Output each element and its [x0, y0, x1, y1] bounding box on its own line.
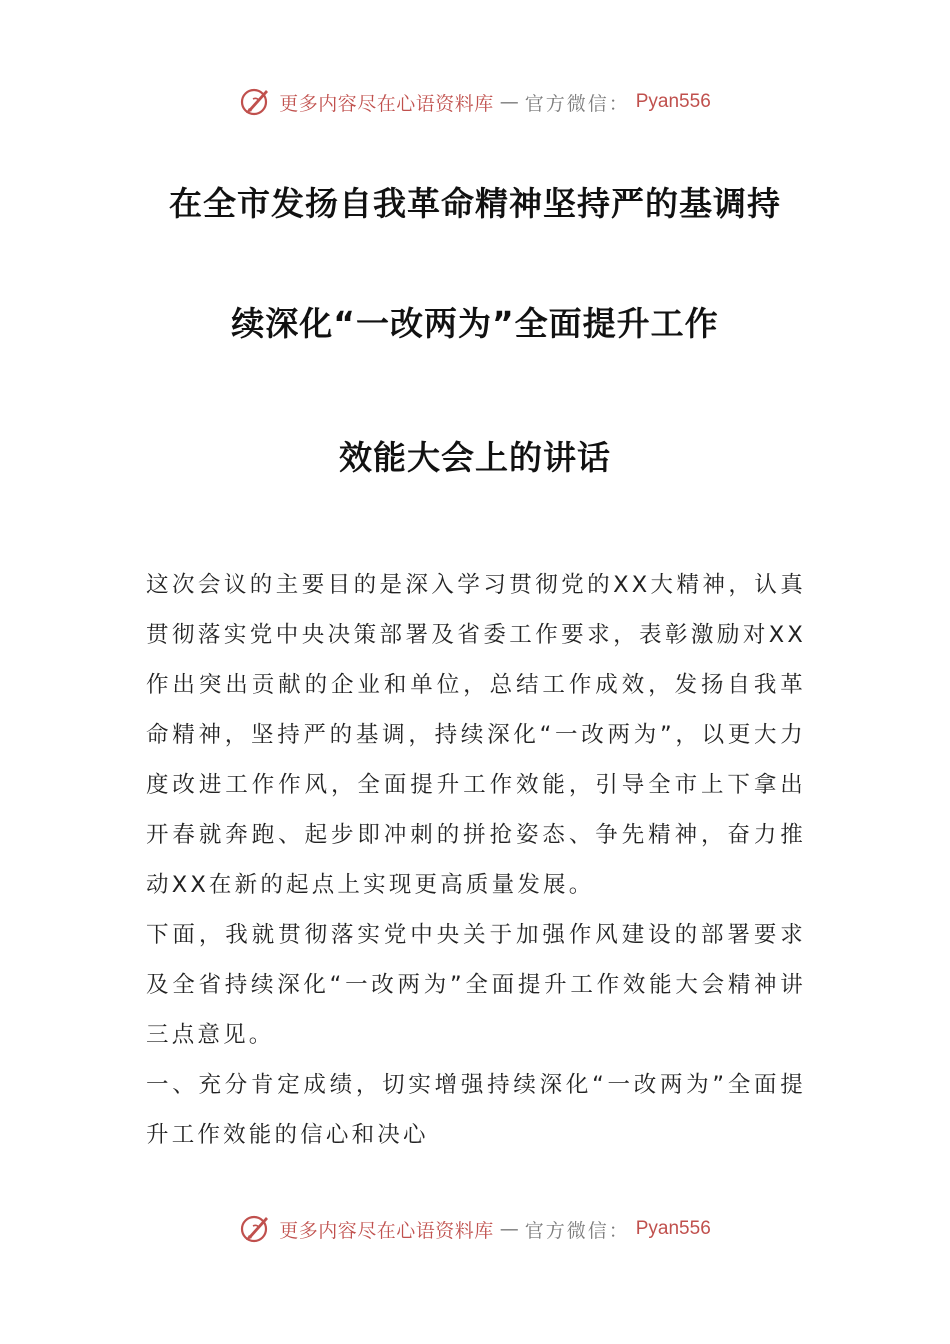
- document-title-line-3: 效能大会上的讲话: [339, 438, 611, 477]
- watermark-header: [0, 82, 950, 122]
- quill-logo-icon: [239, 1212, 273, 1246]
- document-title-line-2: 续深化“一改两为”全面提升工作: [231, 304, 719, 343]
- watermark-wechat-id: Pyan556: [635, 91, 711, 112]
- watermark-wechat-id: Pyan556: [635, 1218, 711, 1239]
- watermark-dash: —: [499, 91, 519, 113]
- document-body: [146, 560, 806, 1160]
- watermark-footer: [0, 1209, 950, 1249]
- document-title-line-1: 在全市发扬自我革命精神坚持严的基调持: [169, 184, 781, 223]
- watermark-wechat-label: 官方微信：: [524, 1219, 630, 1242]
- watermark-dash: —: [499, 1218, 519, 1240]
- body-heading-1: 一、充分肯定成绩，切实增强持续深化“一改两为”全面提升工作效能的信心和决心: [146, 1072, 806, 1148]
- watermark-wechat-label: 官方微信：: [524, 92, 630, 115]
- watermark-brand: 更多内容尽在心语资料库: [279, 1219, 494, 1242]
- body-paragraph-2: 下面，我就贯彻落实党中央关于加强作风建设的部署要求及全省持续深化“一改两为”全面提升工作效能大会精神讲三点意见。: [146, 922, 806, 1048]
- quill-logo-icon: [239, 85, 273, 119]
- watermark-brand: 更多内容尽在心语资料库: [279, 92, 494, 115]
- body-paragraph-1: 这次会议的主要目的是深入学习贯彻党的XX大精神，认真贯彻落实党中央决策部署及省委工作要求，表彰激励对XX作出突出贡献的企业和单位，总结工作成效，发扬自我革命精神，坚持严的基调，持续深化“一改两为”，以更大力度改进工作作风，全面提升工作效能，引导全市上下拿出开春就奔跑、起步即冲刺的拼抢姿态、争先精神，奋力推动XX在新的起点上实现更高质量发展。: [146, 572, 806, 898]
